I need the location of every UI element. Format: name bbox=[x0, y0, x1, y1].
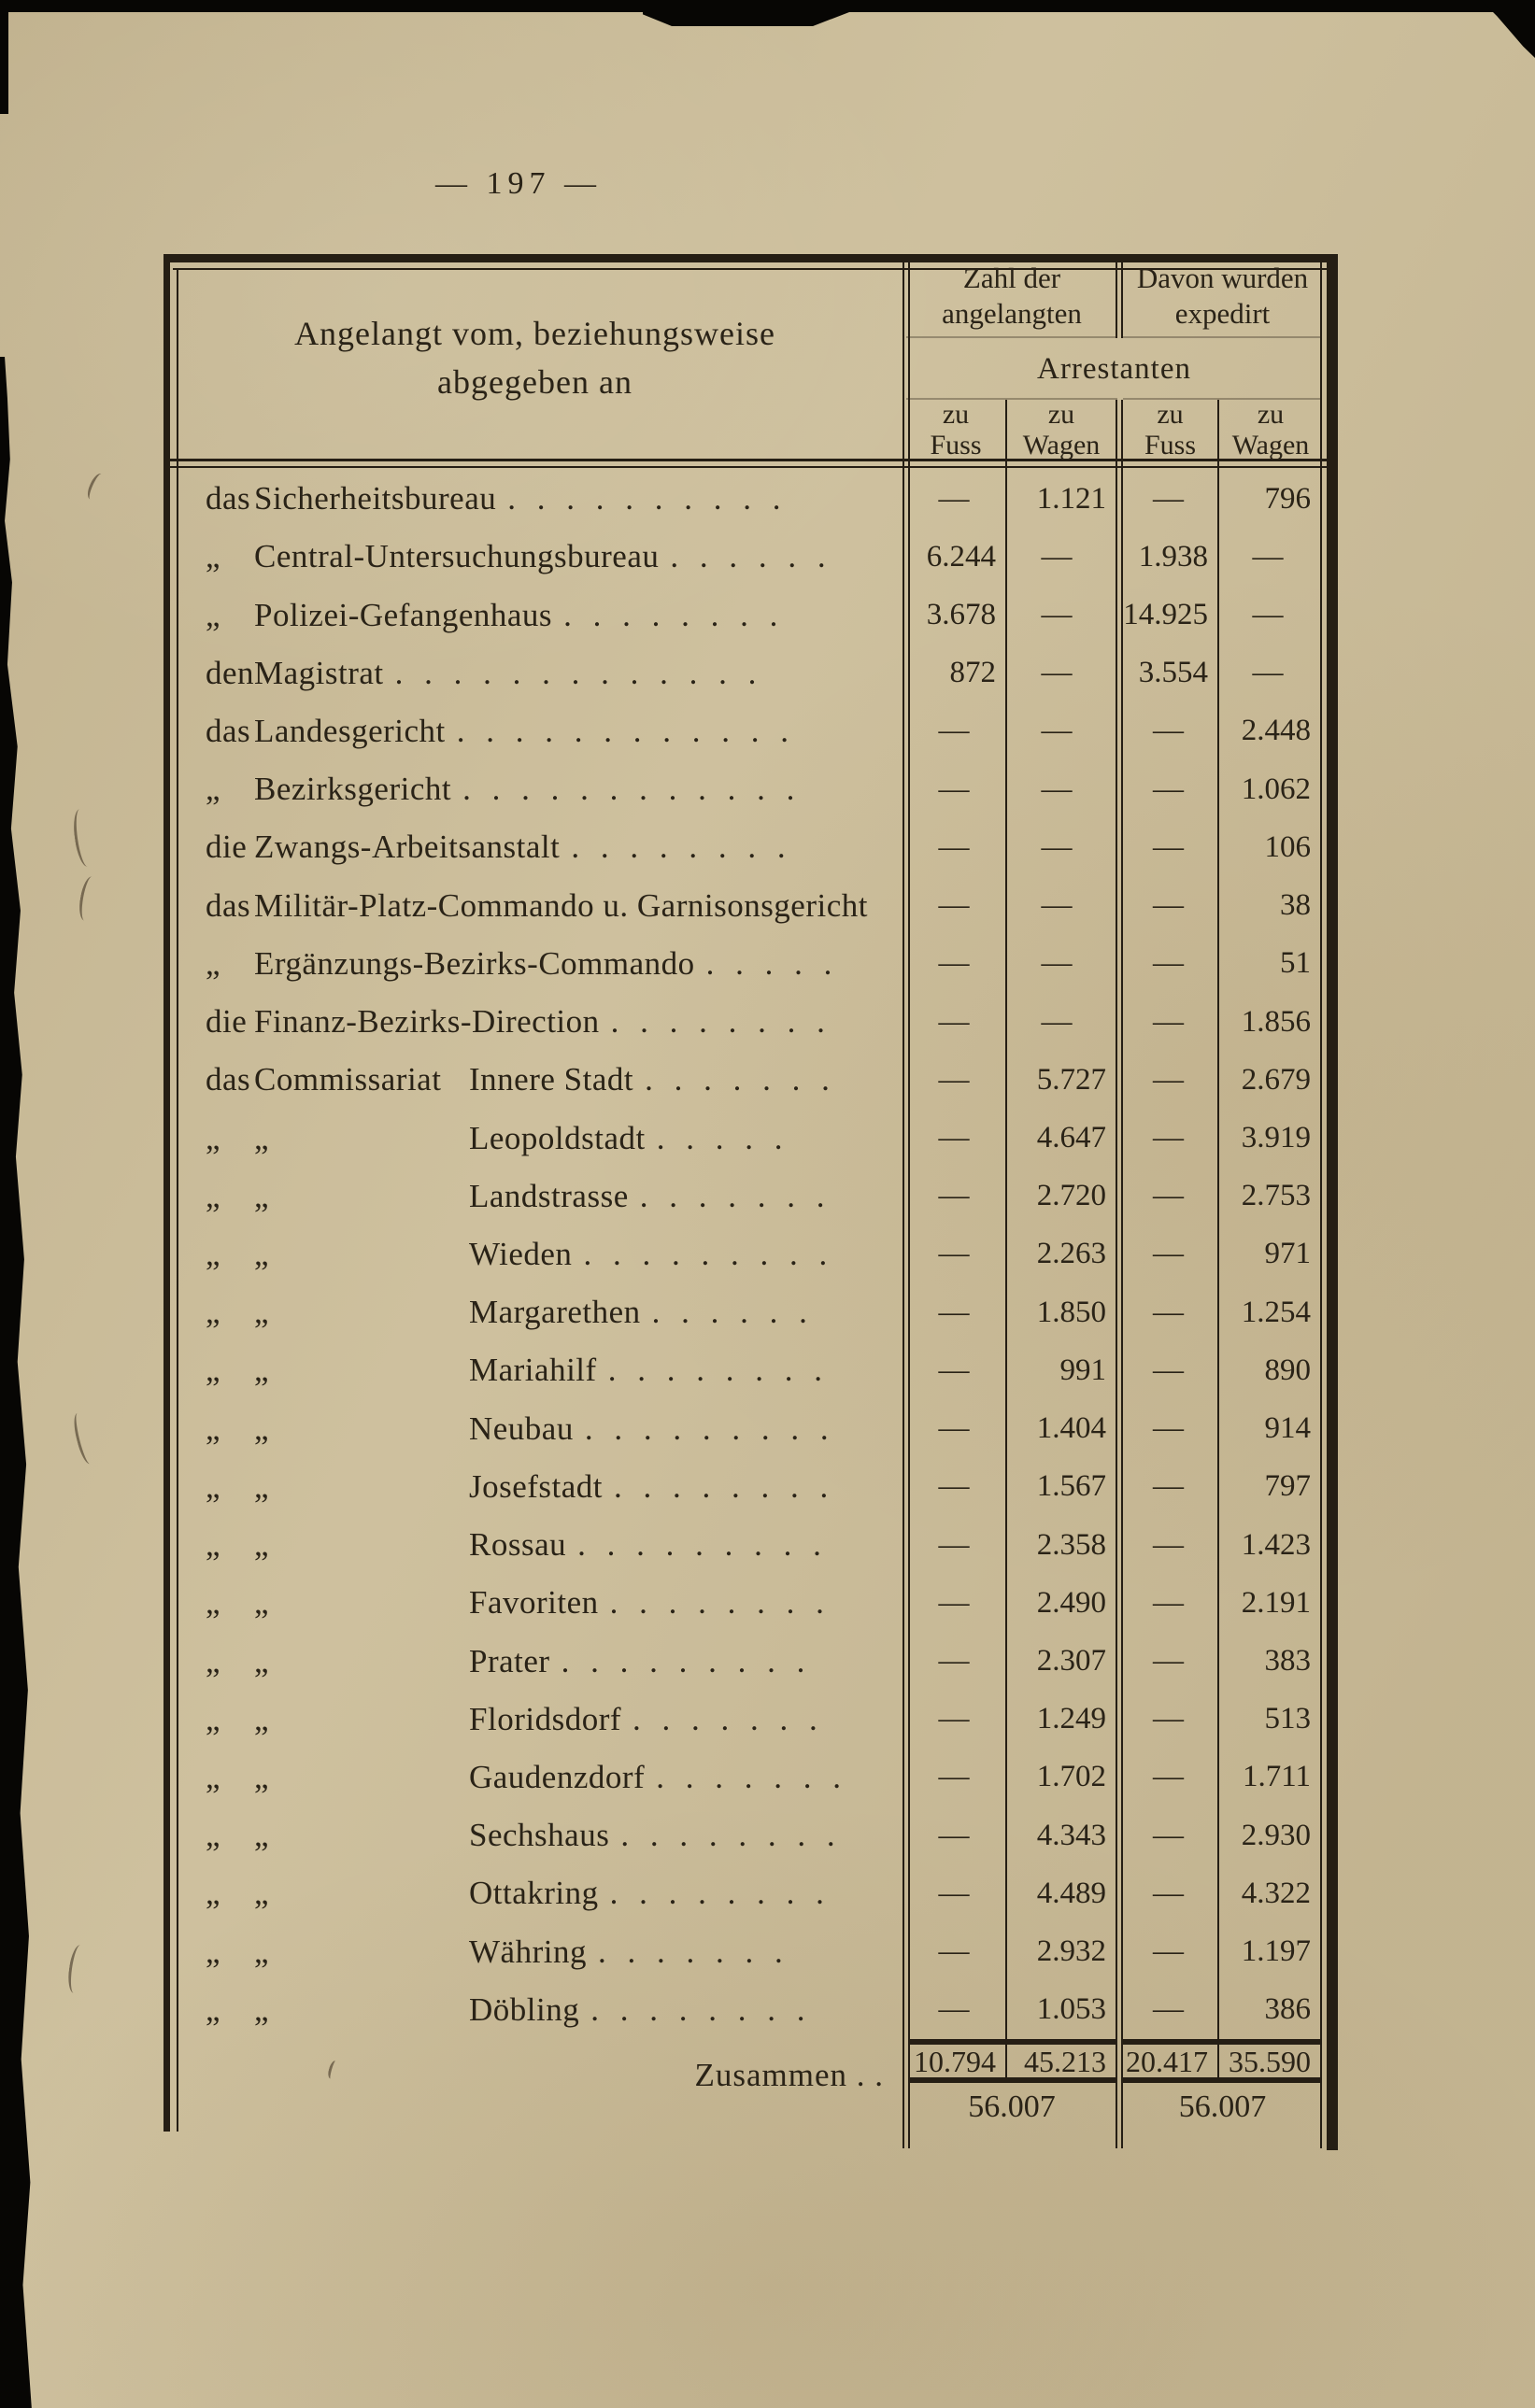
table-body bbox=[163, 470, 1322, 2039]
cell-value: 797 bbox=[1264, 1469, 1311, 1504]
cell-value: 4.322 bbox=[1241, 1876, 1311, 1910]
row-label bbox=[163, 771, 906, 808]
dot-leader: . . . . . . . . bbox=[563, 596, 785, 633]
cell-value: 1.197 bbox=[1241, 1934, 1311, 1969]
totals-cell: 20.417 bbox=[1126, 2045, 1208, 2078]
cell-value: — bbox=[1153, 1760, 1184, 1794]
cell-value: — bbox=[938, 1702, 970, 1736]
row-article: das bbox=[206, 886, 251, 924]
row-middle: „ bbox=[254, 1584, 270, 1622]
row-label bbox=[163, 597, 906, 634]
dot-leader: . . . . . . . . bbox=[614, 1467, 835, 1505]
cell-value: 4.343 bbox=[1036, 1818, 1106, 1852]
row-name: Militär-Platz-Commando u. Garnisonsgericht bbox=[254, 886, 868, 924]
header-subcol-fuss-1: zu Fuss bbox=[930, 398, 982, 460]
row-name: Margarethen bbox=[469, 1294, 641, 1331]
margin-mark bbox=[77, 875, 100, 922]
cell-value: — bbox=[1153, 481, 1184, 516]
cell-value: — bbox=[1153, 1585, 1184, 1620]
header-bottom-rule-inner bbox=[163, 466, 1338, 468]
row-label bbox=[163, 1817, 906, 1854]
table-row bbox=[163, 1225, 1322, 1283]
row-label bbox=[163, 1061, 906, 1098]
cell-value: — bbox=[938, 946, 970, 981]
row-name: Prater bbox=[469, 1642, 550, 1679]
row-label bbox=[163, 1526, 906, 1564]
dot-leader: . . . . . . . bbox=[597, 1933, 789, 1970]
table-row bbox=[163, 1458, 1322, 1516]
cell-value: — bbox=[938, 1179, 970, 1213]
totals-row bbox=[906, 2045, 1322, 2077]
row-name: Central-Untersuchungsbureau bbox=[254, 538, 660, 575]
row-label bbox=[163, 655, 906, 692]
header-group-expedirt: Davon wurden expedirt bbox=[1136, 262, 1309, 330]
cell-value: 383 bbox=[1264, 1644, 1311, 1679]
cell-value: 3.678 bbox=[926, 598, 996, 632]
table-row bbox=[163, 644, 1322, 702]
cell-value: — bbox=[938, 1934, 970, 1969]
cell-value: 2.191 bbox=[1241, 1585, 1311, 1620]
page-number: — 197 — bbox=[435, 166, 602, 201]
row-label bbox=[163, 1352, 906, 1389]
cell-value: 2.679 bbox=[1241, 1062, 1311, 1097]
row-label bbox=[163, 1178, 906, 1215]
cell-value: — bbox=[1153, 1469, 1184, 1504]
table-row bbox=[163, 1400, 1322, 1458]
table-row bbox=[163, 877, 1322, 935]
row-middle: „ bbox=[254, 1409, 270, 1447]
cell-value: — bbox=[938, 1760, 970, 1794]
row-article: „ bbox=[206, 1642, 221, 1679]
cell-value: — bbox=[1153, 1876, 1184, 1910]
totals-cell: 10.794 bbox=[914, 2045, 996, 2078]
cell-value: 1.567 bbox=[1036, 1469, 1106, 1504]
cell-value: — bbox=[1041, 829, 1073, 864]
cell-value: 4.647 bbox=[1036, 1121, 1106, 1155]
dot-leader: . . . . . . bbox=[651, 1294, 814, 1331]
dot-leader: . . . . . . . . . bbox=[584, 1409, 835, 1447]
row-middle: „ bbox=[254, 1467, 270, 1505]
cell-value: — bbox=[1252, 656, 1284, 690]
dot-leader: . . . . . . bbox=[670, 538, 832, 575]
table-row bbox=[163, 935, 1322, 993]
row-middle: „ bbox=[254, 1700, 270, 1737]
row-article: den bbox=[206, 654, 255, 691]
row-label bbox=[163, 1875, 906, 1912]
cell-value: — bbox=[938, 1353, 970, 1387]
cell-value: — bbox=[938, 481, 970, 516]
dot-leader: . . . . . . . . bbox=[620, 1817, 842, 1854]
dot-leader: . . . . . . . . . bbox=[561, 1642, 812, 1679]
row-name: Landstrasse bbox=[469, 1177, 629, 1214]
dot-leader: . . . . . . . . bbox=[590, 1990, 812, 2028]
row-name: Zwangs-Arbeitsanstalt bbox=[254, 829, 561, 866]
grand-total-expedirt: 56.007 bbox=[1178, 2089, 1267, 2124]
cell-value: — bbox=[938, 1237, 970, 1271]
dot-leader: . . . . . . . . . . bbox=[507, 480, 788, 517]
cell-value: — bbox=[1153, 1062, 1184, 1097]
totals-cell: 35.590 bbox=[1229, 2045, 1311, 2078]
margin-mark bbox=[84, 472, 107, 503]
table-row bbox=[163, 1691, 1322, 1749]
cell-value: 796 bbox=[1264, 481, 1311, 516]
cell-value: 890 bbox=[1264, 1353, 1311, 1387]
dot-leader: . . . . . . . . . . . . bbox=[456, 712, 795, 749]
cell-value: — bbox=[938, 1527, 970, 1562]
row-article: „ bbox=[206, 1467, 221, 1505]
cell-value: — bbox=[938, 829, 970, 864]
table-row bbox=[163, 1981, 1322, 2039]
row-article: die bbox=[206, 1003, 248, 1041]
cell-value: — bbox=[1041, 539, 1073, 574]
row-middle: Commissariat bbox=[254, 1061, 442, 1098]
dot-leader: . . . . . . . . bbox=[607, 1352, 829, 1389]
row-article: „ bbox=[206, 1409, 221, 1447]
dot-leader: . . . . . . . . bbox=[571, 829, 792, 866]
cell-value: — bbox=[1153, 1295, 1184, 1329]
table-row bbox=[163, 702, 1322, 760]
row-label bbox=[163, 1701, 906, 1738]
cell-value: — bbox=[1153, 1121, 1184, 1155]
row-article: „ bbox=[206, 1352, 221, 1389]
row-middle: „ bbox=[254, 1119, 270, 1156]
cell-value: — bbox=[938, 1644, 970, 1679]
row-name: Bezirksgericht bbox=[254, 771, 452, 808]
header-subcol-wagen-2: zu Wagen bbox=[1231, 398, 1310, 460]
grand-total-row bbox=[906, 2083, 1322, 2132]
cell-value: — bbox=[1153, 1818, 1184, 1852]
row-name: Ottakring bbox=[469, 1875, 599, 1912]
row-label bbox=[163, 1410, 906, 1448]
table-row bbox=[163, 1168, 1322, 1225]
row-article: „ bbox=[206, 1990, 221, 2028]
cell-value: — bbox=[938, 772, 970, 806]
row-middle: „ bbox=[254, 1177, 270, 1214]
cell-value: — bbox=[938, 1062, 970, 1097]
row-name: Neubau bbox=[469, 1409, 574, 1447]
row-name: Mariahilf bbox=[469, 1352, 597, 1389]
scan-edge-top-notch bbox=[643, 0, 850, 26]
margin-mark bbox=[70, 1411, 96, 1466]
dot-leader: . . . . . . . bbox=[656, 1758, 847, 1795]
cell-value: — bbox=[1153, 946, 1184, 981]
row-article: das bbox=[206, 480, 251, 517]
row-article: „ bbox=[206, 1526, 221, 1564]
cell-value: — bbox=[1153, 714, 1184, 748]
cell-value: — bbox=[1153, 1004, 1184, 1039]
row-name: Währing bbox=[469, 1933, 587, 1970]
cell-value: 3.919 bbox=[1241, 1121, 1311, 1155]
row-middle: „ bbox=[254, 1758, 270, 1795]
cell-value: 513 bbox=[1264, 1702, 1311, 1736]
header-arrestanten: Arrestanten bbox=[1037, 351, 1191, 386]
cell-value: — bbox=[938, 888, 970, 923]
cell-value: — bbox=[1041, 1004, 1073, 1039]
row-name: Sechshaus bbox=[469, 1817, 610, 1854]
row-name: Sicherheitsbureau bbox=[254, 480, 497, 517]
cell-value: 971 bbox=[1264, 1237, 1311, 1271]
paper-page bbox=[0, 9, 1535, 2408]
row-middle: „ bbox=[254, 1235, 270, 1272]
row-article: „ bbox=[206, 596, 221, 633]
cell-value: 991 bbox=[1059, 1353, 1106, 1387]
cell-value: 3.554 bbox=[1138, 656, 1208, 690]
row-name: Innere Stadt bbox=[469, 1061, 634, 1098]
row-article: „ bbox=[206, 771, 221, 808]
row-article: das bbox=[206, 712, 251, 749]
cell-value: 1.249 bbox=[1036, 1702, 1106, 1736]
row-middle: „ bbox=[254, 1817, 270, 1854]
row-label bbox=[163, 1120, 906, 1157]
cell-value: 1.404 bbox=[1036, 1411, 1106, 1446]
arrestanten-table bbox=[163, 254, 1338, 2160]
dot-leader: . . . . . . . . . bbox=[577, 1526, 828, 1564]
row-article: „ bbox=[206, 1817, 221, 1854]
cell-value: — bbox=[1153, 888, 1184, 923]
cell-value: — bbox=[938, 1469, 970, 1504]
dot-leader: . . . . . bbox=[705, 944, 839, 982]
cell-value: — bbox=[1153, 1934, 1184, 1969]
cell-value: 1.121 bbox=[1036, 481, 1106, 516]
row-label bbox=[163, 538, 906, 575]
table-row bbox=[163, 1632, 1322, 1690]
cell-value: 2.930 bbox=[1241, 1818, 1311, 1852]
table-row bbox=[163, 528, 1322, 586]
cell-value: — bbox=[1041, 598, 1073, 632]
cell-value: — bbox=[938, 1295, 970, 1329]
row-label bbox=[163, 713, 906, 750]
row-middle: „ bbox=[254, 1352, 270, 1389]
dot-leader: . . . . . . . bbox=[639, 1177, 831, 1214]
cell-value: 2.490 bbox=[1036, 1585, 1106, 1620]
cell-value: 1.938 bbox=[1138, 539, 1208, 574]
row-label bbox=[163, 1294, 906, 1331]
row-name: Magistrat bbox=[254, 654, 384, 691]
row-label bbox=[163, 1991, 906, 2029]
row-article: „ bbox=[206, 1758, 221, 1795]
table-row bbox=[163, 1864, 1322, 1922]
cell-value: — bbox=[938, 1411, 970, 1446]
table-border-right bbox=[1327, 254, 1338, 2150]
cell-value: — bbox=[1153, 772, 1184, 806]
cell-value: — bbox=[938, 714, 970, 748]
row-article: das bbox=[206, 1061, 251, 1098]
table-row bbox=[163, 1923, 1322, 1981]
row-middle: „ bbox=[254, 1933, 270, 1970]
cell-value: 2.263 bbox=[1036, 1237, 1106, 1271]
cell-value: — bbox=[938, 1992, 970, 2027]
row-article: „ bbox=[206, 538, 221, 575]
cell-value: — bbox=[1041, 772, 1073, 806]
header-group-angelangt: Zahl der angelangten bbox=[942, 262, 1082, 330]
row-article: „ bbox=[206, 1933, 221, 1970]
table-row bbox=[163, 1109, 1322, 1167]
dot-leader: . . . . . . . bbox=[645, 1061, 836, 1098]
dot-leader: . . . . . . . . bbox=[609, 1584, 831, 1622]
table-row bbox=[163, 760, 1322, 818]
row-name: Josefstadt bbox=[469, 1467, 604, 1505]
cell-value: 38 bbox=[1280, 888, 1311, 923]
row-label bbox=[163, 887, 906, 925]
cell-value: 2.448 bbox=[1241, 714, 1311, 748]
row-article: „ bbox=[206, 1177, 221, 1214]
row-article: „ bbox=[206, 1875, 221, 1912]
row-label bbox=[163, 1584, 906, 1622]
row-middle: „ bbox=[254, 1526, 270, 1564]
cell-value: 1.423 bbox=[1241, 1527, 1311, 1562]
cell-value: — bbox=[1153, 1179, 1184, 1213]
cell-value: 1.053 bbox=[1036, 1992, 1106, 2027]
cell-value: — bbox=[1153, 1992, 1184, 2027]
header-row-label: Angelangt vom, beziehungsweise abgegeben an bbox=[294, 314, 775, 401]
cell-value: — bbox=[1153, 1353, 1184, 1387]
row-name: Wieden bbox=[469, 1235, 573, 1272]
cell-value: 2.720 bbox=[1036, 1179, 1106, 1213]
totals-label: Zusammen . . bbox=[694, 2057, 884, 2093]
table-row bbox=[163, 1283, 1322, 1341]
row-article: „ bbox=[206, 1119, 221, 1156]
cell-value: 1.711 bbox=[1242, 1760, 1311, 1794]
row-label bbox=[163, 1236, 906, 1273]
cell-value: 872 bbox=[949, 656, 996, 690]
table-row bbox=[163, 586, 1322, 644]
cell-value: 2.753 bbox=[1241, 1179, 1311, 1213]
cell-value: 1.702 bbox=[1036, 1760, 1106, 1794]
dot-leader: . . . . . . . . . bbox=[583, 1235, 834, 1272]
cell-value: — bbox=[1153, 1702, 1184, 1736]
row-label bbox=[163, 945, 906, 983]
row-name: Ergänzungs-Bezirks-Commando bbox=[254, 944, 695, 982]
row-article: „ bbox=[206, 1584, 221, 1622]
table-row bbox=[163, 1051, 1322, 1109]
row-article: „ bbox=[206, 1235, 221, 1272]
row-name: Landesgericht bbox=[254, 712, 446, 749]
grand-total-angelangt: 56.007 bbox=[968, 2089, 1056, 2124]
cell-value: — bbox=[1041, 656, 1073, 690]
row-article: „ bbox=[206, 944, 221, 982]
table-row bbox=[163, 1574, 1322, 1632]
table-row bbox=[163, 1516, 1322, 1574]
row-name: Döbling bbox=[469, 1990, 580, 2028]
cell-value: 1.254 bbox=[1241, 1295, 1311, 1329]
cell-value: 51 bbox=[1280, 946, 1311, 981]
cell-value: — bbox=[938, 1585, 970, 1620]
table-row bbox=[163, 470, 1322, 528]
row-name: Rossau bbox=[469, 1526, 567, 1564]
cell-value: — bbox=[938, 1121, 970, 1155]
row-article: „ bbox=[206, 1294, 221, 1331]
cell-value: 914 bbox=[1264, 1411, 1311, 1446]
cell-value: — bbox=[1041, 714, 1073, 748]
cell-value: — bbox=[1252, 539, 1284, 574]
cell-value: 1.856 bbox=[1241, 1004, 1311, 1039]
cell-value: 2.307 bbox=[1036, 1644, 1106, 1679]
cell-value: 5.727 bbox=[1036, 1062, 1106, 1097]
dot-leader: . . . . . . . . bbox=[609, 1875, 831, 1912]
cell-value: — bbox=[1153, 1644, 1184, 1679]
table-row bbox=[163, 1806, 1322, 1864]
row-label bbox=[163, 1003, 906, 1041]
row-label bbox=[163, 1643, 906, 1680]
row-name: Favoriten bbox=[469, 1584, 599, 1622]
dot-leader: . . . . . . . . . . . . . bbox=[394, 654, 763, 691]
cell-value: 6.244 bbox=[926, 539, 996, 574]
margin-mark bbox=[65, 1944, 88, 1994]
row-article: die bbox=[206, 829, 248, 866]
cell-value: 1.062 bbox=[1241, 772, 1311, 806]
cell-value: — bbox=[938, 1876, 970, 1910]
row-name: Gaudenzdorf bbox=[469, 1758, 646, 1795]
cell-value: — bbox=[938, 1818, 970, 1852]
margin-mark bbox=[71, 808, 96, 868]
header-subcol-wagen-1: zu Wagen bbox=[1022, 398, 1101, 460]
table-row bbox=[163, 818, 1322, 876]
dot-leader: . . . . . . . . . . . . bbox=[462, 771, 802, 808]
row-name: Leopoldstadt bbox=[469, 1119, 646, 1156]
row-name: Polizei-Gefangenhaus bbox=[254, 596, 553, 633]
row-label bbox=[163, 1933, 906, 1971]
cell-value: — bbox=[1153, 1237, 1184, 1271]
cell-value: — bbox=[1153, 829, 1184, 864]
dot-leader: . . . . . bbox=[656, 1119, 789, 1156]
cell-value: — bbox=[1252, 598, 1284, 632]
totals-cell: 45.213 bbox=[1024, 2045, 1106, 2078]
header-subcol-fuss-2: zu Fuss bbox=[1144, 398, 1197, 460]
row-middle: „ bbox=[254, 1990, 270, 2028]
row-label bbox=[163, 829, 906, 866]
cell-value: — bbox=[1153, 1527, 1184, 1562]
cell-value: 386 bbox=[1264, 1992, 1311, 2027]
row-label bbox=[163, 480, 906, 517]
cell-value: — bbox=[938, 1004, 970, 1039]
cell-value: 4.489 bbox=[1036, 1876, 1106, 1910]
row-label bbox=[163, 1468, 906, 1506]
row-middle: „ bbox=[254, 1294, 270, 1331]
table-row bbox=[163, 1341, 1322, 1399]
dot-leader: . . . . . . . . bbox=[610, 1003, 831, 1041]
cell-value: — bbox=[1041, 946, 1073, 981]
cell-value: 106 bbox=[1264, 829, 1311, 864]
row-name: Finanz-Bezirks-Direction bbox=[254, 1003, 600, 1041]
table-row bbox=[163, 1749, 1322, 1806]
row-label bbox=[163, 1759, 906, 1796]
cell-value: — bbox=[1041, 888, 1073, 923]
row-middle: „ bbox=[254, 1642, 270, 1679]
cell-value: 2.932 bbox=[1036, 1934, 1106, 1969]
table-row bbox=[163, 993, 1322, 1051]
row-article: „ bbox=[206, 1700, 221, 1737]
dot-leader: . . . . . . . bbox=[632, 1700, 824, 1737]
cell-value: 2.358 bbox=[1036, 1527, 1106, 1562]
row-middle: „ bbox=[254, 1875, 270, 1912]
cell-value: 14.925 bbox=[1123, 598, 1208, 632]
cell-value: — bbox=[1153, 1411, 1184, 1446]
scan-edge-left-top bbox=[0, 0, 8, 114]
row-name: Floridsdorf bbox=[469, 1700, 621, 1737]
cell-value: 1.850 bbox=[1036, 1295, 1106, 1329]
